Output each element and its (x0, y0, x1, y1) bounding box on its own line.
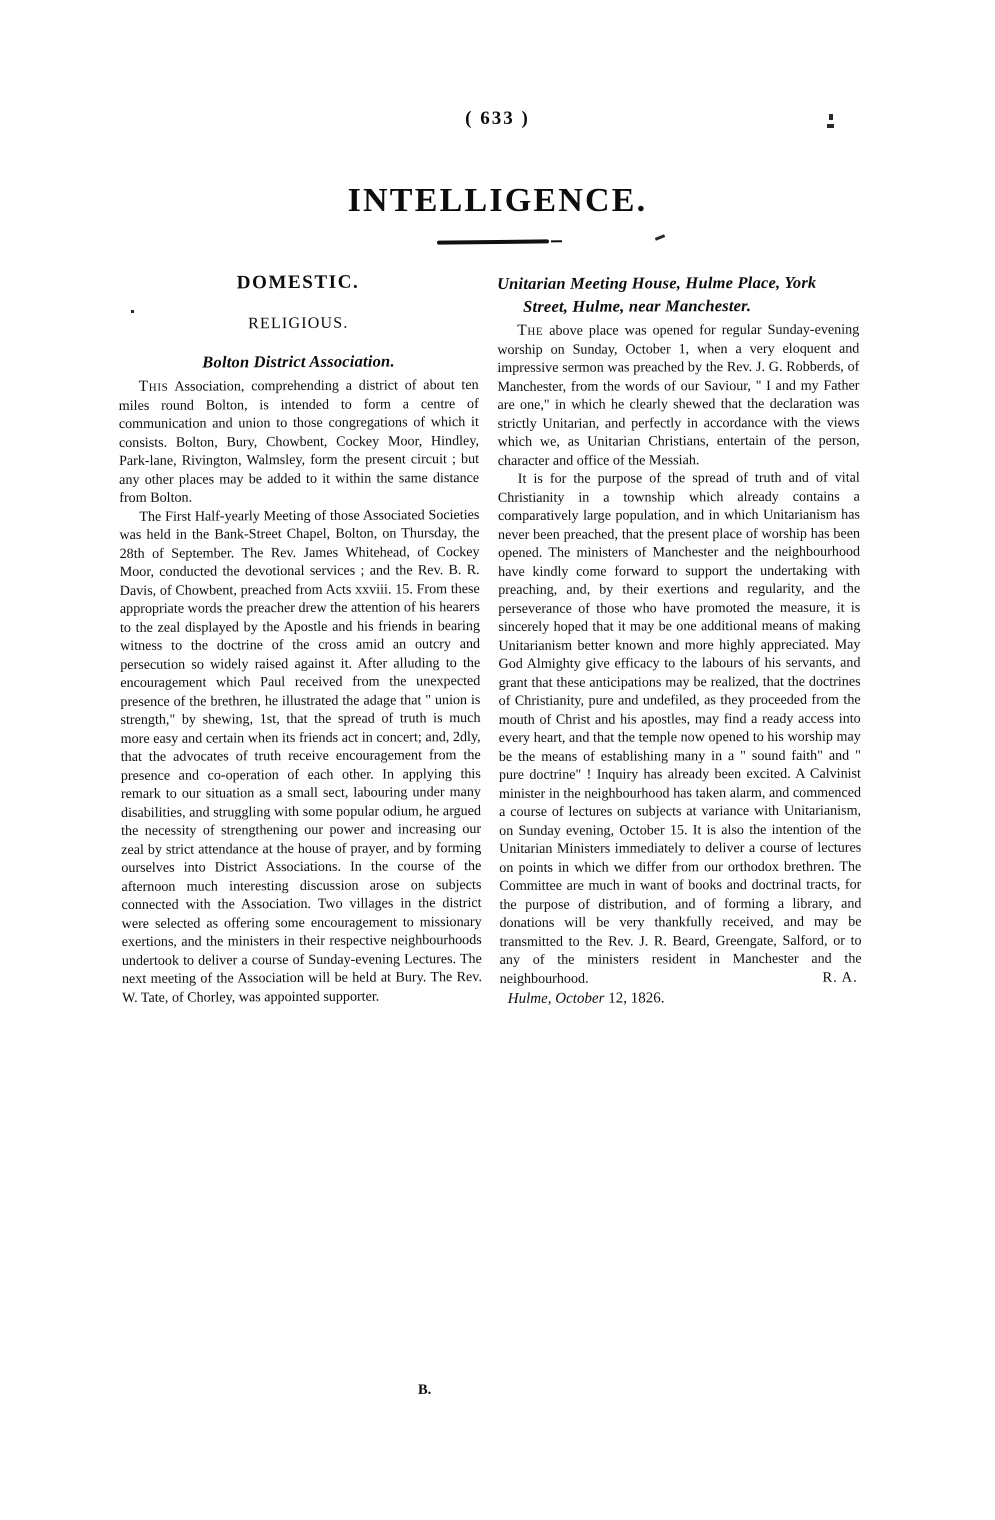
paragraph-lead-word: This (138, 377, 169, 395)
paragraph-lead-word: The (517, 321, 544, 339)
ink-speck (829, 114, 833, 120)
paragraph (119, 376, 480, 508)
left-column (118, 270, 482, 1007)
dateline (500, 989, 862, 1009)
decorative-rule (0, 236, 995, 250)
article-title-bolton: Bolton District Association. (202, 351, 395, 372)
page-title: INTELLIGENCE. (347, 182, 648, 219)
paragraph-text: above place was opened for regular Sunday-evening worship on Sunday, October 1, when a very eloquent and impressive sermon was preached by the Rev. J. G. Robberds, of Manchester, from the words of our Saviour, " I and my Father are one," in which he clearly shewed that the declaration was strictly Unitarian, and perfectly in accordance with the views which we, as Unitarian Christians, entertain of the person, character and office of the Messiah. (497, 321, 860, 469)
paragraph (497, 321, 860, 470)
page-folio: ( 633 ) (465, 108, 530, 129)
signature-right: R. A. (822, 969, 858, 986)
article-title-hulme: Unitarian Meeting House, Hulme Place, York Street, Hulme, near Manchester. (497, 272, 817, 316)
paragraph-text: Association, comprehending a district of about ten miles round Bolton, is intended to form a centre of communication and union to those congregations of which it consists. Bolton, Bury, Chowbent, Cockey Moor, Hindley, Park-lane, Rivington, Walmsley, form the present circuit ; but any other places may be added to it within the same distance from Bolton. (118, 376, 480, 506)
sub-heading-religious: RELIGIOUS. (248, 314, 349, 333)
ink-speck (827, 124, 834, 128)
paragraph-text: It is for the purpose of the spread of truth and of vital Christianity in a township which already contains a comparatively large population, and in which Unitarianism has never been preached, that the present place of worship has been opened. The ministers of Manchester and the neighbourhood have kindly come forward to support the undertaking with preaching, and, by their exertions and regularity, and the perseverance of those who have promoted the measure, it is sincerely hoped that it may be one additional means of making Unitarianism better known and more highly appreciated. May God Almighty give efficacy to the labours of his servants, and grant that these anticipations may be realized, that the doctrines of Christianity, pure and undefiled, as they proceeded from the mouth of Christ and his apostles, may find a ready access into every heart, and that the temple now opened to his worship may be the means of establishing many in a " sound faith" and " pure doctrine" ! Inquiry has already been excited. A Calvinist minister in the neighbourhood has taken alarm, and commenced a course of lectures on subjects at variance with Unitarianism, on Sunday evening, October 15. It is also the intention of the Unitarian Ministers immediately to deliver a course of lectures on points in which we differ from our orthodox brethren. The Committee are much in want of books and doctrinal tracts, for the purpose of distribution, and of forming a library, and donations will be very thankfully received, and may be transmitted to the Rev. J. R. Beard, Greengate, Salford, or to any of the ministers resident in Manchester and the neighbourhood. (497, 469, 862, 987)
paragraph (498, 469, 862, 988)
rule-bar (437, 239, 549, 244)
right-column (497, 271, 862, 1009)
paragraph-text: The First Half-yearly Meeting of those Associated Societies was held in the Bank-Street Chapel, Bolton, on Thursday, the 28th of September. The Rev. James Whitehead, of Cockey Moor, conducted the devotional services ; and the Rev. B. R. Davis, of Chowbent, preached from Acts xxviii. 15. From these appropriate words the preacher drew the attention of his hearers to the zeal displayed by the Apostle and his friends in bearing witness to the doctrine of the cross amid an outcry and persecution so widely raised against it. After alluding to the encouragement which Paul received from the unexpected presence of the brethren, he illustrated the adage that " union is strength," by shewing, 1st, that the spread of truth is much more easy and certain when its friends act in concert; and, 2dly, that the advocates of truth receive encouragement from the presence and co-operation of each other. In applying this remark to our situation as a small sect, labouring under many disabilities, and struggling with some popular odium, he argued the necessity of strengthening our power and increasing our zeal by strict attendance at the house of prayer, and by forming ourselves into District Associations. In the course of the afternoon much interesting discussion arose on subjects connected with the Association. Two villages in the district were selected as offering some encouragement to missionary exertions, and the ministers in their respective neighbourhoods undertook to deliver a course of Sunday-evening Lectures. The next meeting of the Association will be held at Bury. The Rev. W. Tate, of Chorley, was appointed supporter. (119, 506, 482, 1006)
dateline-place: Hulme, October (507, 990, 605, 1007)
signature-left: B. (418, 1382, 432, 1398)
dateline-date: 12, 1826. (604, 990, 665, 1007)
section-heading-domestic: DOMESTIC. (236, 271, 360, 294)
paragraph (119, 505, 482, 1007)
